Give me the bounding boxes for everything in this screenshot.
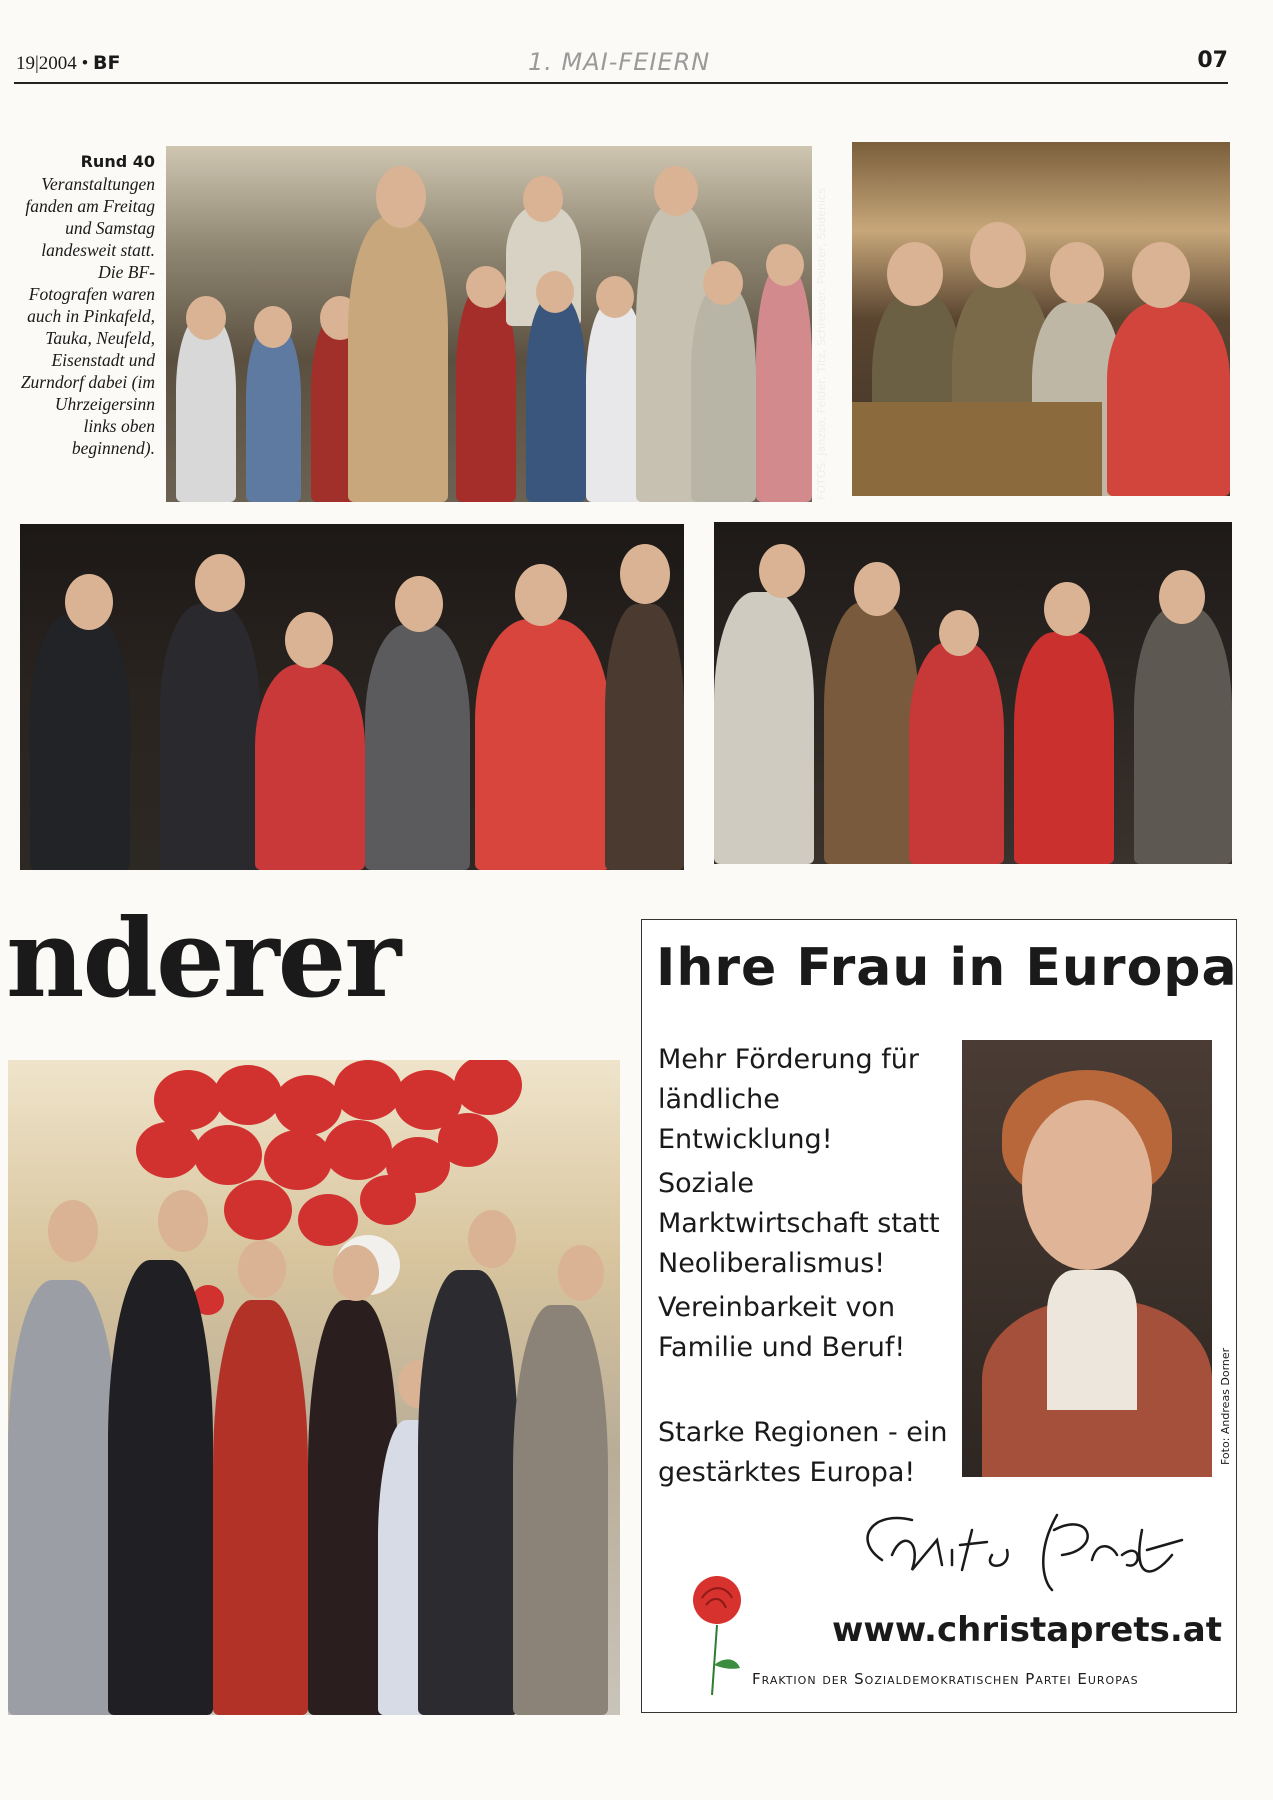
caption-text: Veranstaltungen fanden am Freitag und Samstag landesweit statt. Die BF-Fotografen waren auch in Pinkafeld, Tauka, Neufeld, Eisenstadt und Zurndorf dabei (im Uhrzeigersinn links oben beginnend).: [20, 174, 155, 458]
photo-neufeld: [20, 524, 684, 870]
balloon-cluster: [8, 1060, 620, 1320]
separator: •: [81, 53, 89, 74]
photo-eisenstadt: [714, 522, 1232, 864]
ad-title: Ihre Frau in Europa: [656, 938, 1238, 998]
photo-caption: [20, 150, 155, 459]
issue-info: [16, 52, 120, 75]
headline-fragment: nderer: [6, 896, 400, 1022]
section-title: 1. MAI-FEIERN: [528, 48, 711, 76]
ad-portrait-photo: [962, 1040, 1212, 1477]
ad-point-3: Vereinbarkeit von Familie und Beruf!: [658, 1292, 906, 1363]
ad-photo-credit: Foto: Andreas Dorner: [1219, 1347, 1232, 1465]
ad-point-1: Mehr Förderung für ländliche Entwicklung!: [658, 1044, 919, 1155]
advertisement: [641, 919, 1237, 1713]
rose-icon: [682, 1570, 752, 1700]
publication-name: BF: [92, 52, 121, 74]
photo-pinkafeld: [166, 146, 812, 502]
page-number: 07: [1197, 48, 1228, 73]
photo-credit: FOTOS: Janzso, Felder, Titz, Schrenser, Polster, Szidenics: [815, 188, 828, 500]
signature: [842, 1500, 1222, 1600]
ad-website-link[interactable]: www.christaprets.at: [832, 1610, 1222, 1650]
header-rule: [14, 82, 1228, 84]
ad-point-2: Soziale Marktwirtschaft statt Neoliberalismus!: [658, 1168, 940, 1279]
photo-zurndorf: [8, 1060, 620, 1715]
ad-point-4: Starke Regionen - ein gestärktes Europa!: [658, 1417, 948, 1488]
issue-number: 19|2004: [16, 53, 77, 74]
caption-lead: Rund 40: [80, 152, 155, 171]
photo-tauka: [852, 142, 1230, 496]
ad-party-footer: Fraktion der Sozialdemokratischen Partei Europas: [752, 1670, 1139, 1688]
